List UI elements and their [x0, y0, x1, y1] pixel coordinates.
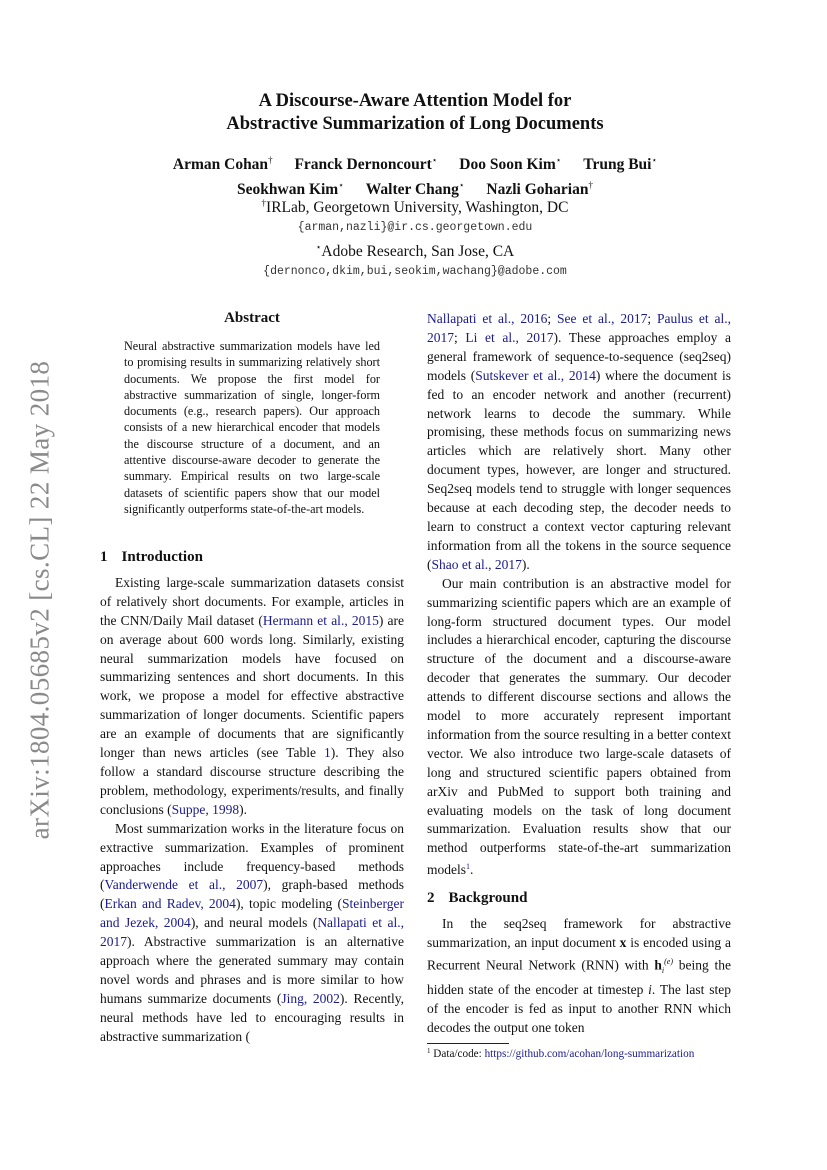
- author: Nazli Goharian†: [486, 180, 593, 198]
- math-i: i: [648, 982, 652, 997]
- email-georgetown: {arman,nazli}@ir.cs.georgetown.edu: [297, 221, 533, 234]
- intro-paragraph-1: Existing large-scale summarization datasets consist of relatively short documents. For example, articles in the CNN/Daily Mail dataset (Hermann et al., 2015) are on average about 600 words long. Similarly, existing neural summarization models have focused on summarizing sentences and short documents. In this work, we propose a model for effective abstractive summarization of longer documents. Scientific papers are an example of documents that are significantly longer than news articles (see Table 1). They also follow a standard discourse structure describing the problem, methodology, experiments/results, and finally conclusions (Suppe, 1998).: [100, 574, 405, 817]
- citation-link[interactable]: Jing, 2002: [281, 990, 340, 1006]
- title-line-2: Abstractive Summarization of Long Documents: [226, 114, 604, 134]
- background-paragraph-1: In the seq2seq framework for abstractive summarization, an input document x is encoded using a Recurrent Neural Network (RNN) with $h_i^{(e)}$ being the hidden state of the encoder at timestep i. The last step of the encoder is fed as input to another RNN which decodes the output one token: [427, 916, 731, 1035]
- intro-paragraph-2-continued: Nallapati et al., 2016; See et al., 2017; Paulus et al., 2017; Li et al., 2017). These approaches employ a general framework of sequence-to-sequence (seq2seq) models (Sutskever et al., 2014) where the document is fed to an encoder network and another (recurrent) network learns to decode the summary. While promising, these methods focus on summarizing news articles which are relatively short. Many other document types, however, are longer and structured. Seq2seq models tend to struggle with longer sequences because at each decoding step, the decoder needs to learn to construct a context vector capturing relevant information from all the tokens in the source sequence (Shao et al., 2017).: [427, 311, 731, 572]
- citation-link[interactable]: See et al., 2017: [556, 311, 648, 326]
- footnote-divider: [427, 1043, 509, 1044]
- right-column: [427, 310, 731, 1038]
- section-heading-background: 2 Background: [427, 890, 528, 907]
- intro-paragraph-3: Our main contribution is an abstractive model for summarizing scientific papers which are an example of long-form structured document types. Our model includes a hierarchical encoder, capturing the discourse structure of the document and a discourse-aware decoder that generates the summary. Our decoder attends to different discourse sections and allows the model to more accurately represent important information from the source resulting in a better context vector. We also introduce two large-scale datasets of long and structured scientific papers obtained from arXiv and PubMed to support both training and evaluating models on the task of long document summarization. Evaluation results show that our method outperforms state-of-the-art summarization models$^1$.: [427, 575, 731, 878]
- author: Walter Chang⋆: [365, 180, 465, 198]
- intro-paragraph-2: Most summarization works in the literature focus on extractive summarization. Examples of prominent approaches include frequency-based methods (Vanderwende et al., 2007), graph-based methods (Erkan and Radev, 2004), topic modeling (Steinberger and Jezek, 2004), and neural models (Nallapati et al., 2017). Abstractive summarization is an alternative approach where the generated summary may contain novel words and phrases and is more similar to how humans summarize documents (Jing, 2002). Recently, neural methods have led to encouraging results in abstractive summarization (: [100, 820, 404, 1044]
- citation-link[interactable]: Paulus et al., 2017: [427, 311, 731, 345]
- arxiv-id: arXiv:1804.05685v2 [cs.CL] 22 May 2018: [24, 360, 55, 840]
- paper-title: [100, 90, 730, 136]
- author: Trung Bui⋆: [583, 155, 658, 173]
- citation-link[interactable]: Sutskever et al., 2014: [475, 367, 596, 383]
- citation-link[interactable]: Shao et al., 2017: [431, 556, 522, 572]
- footnote: $^1$ Data/code: https://github.com/acohan/long-summarization: [427, 1047, 695, 1060]
- abstract-text: Neural abstractive summarization models have led to promising results in summarizing relatively short documents. We propose the first model for abstractive summarization of single, longer-form documents (e.g., research papers). Our approach consists of a new hierarchical encoder that models the discourse structure of a document, and an attentive discourse-aware decoder to generate the summary. Empirical results on two large-scale datasets of scientific papers show that our model significantly outperforms state-of-the-art models.: [124, 339, 380, 516]
- citation-link[interactable]: Li et al., 2017: [465, 329, 554, 345]
- affiliation-georgetown: †IRLab, Georgetown University, Washington, DC: [261, 198, 569, 216]
- citation-link[interactable]: Hermann et al., 2015: [262, 612, 379, 628]
- citation-link[interactable]: Suppe, 1998: [171, 801, 240, 817]
- citation-link[interactable]: Nallapati et al., 2016: [427, 311, 548, 326]
- section-heading-introduction: 1 Introduction: [100, 549, 203, 565]
- math-h: h: [654, 957, 662, 973]
- footnote-link[interactable]: https://github.com/acohan/long-summarization: [484, 1048, 695, 1060]
- author: Doo Soon Kim⋆: [459, 155, 562, 173]
- author: Seokhwan Kim⋆: [237, 180, 344, 198]
- footnote-marker[interactable]: 1: [466, 862, 470, 872]
- citation-link[interactable]: Vanderwende et al., 2007: [104, 877, 264, 893]
- author: Arman Cohan†: [172, 155, 273, 173]
- math-x: x: [619, 935, 627, 950]
- arxiv-stamp: [20, 355, 60, 845]
- abstract-heading: Abstract: [224, 310, 280, 326]
- table-ref-link[interactable]: 1: [324, 745, 331, 761]
- citation-link[interactable]: Erkan and Radev, 2004: [104, 896, 236, 912]
- author: Franck Dernoncourt⋆: [294, 155, 438, 173]
- affiliation-adobe: ⋆Adobe Research, San Jose, CA: [315, 242, 515, 260]
- citation-link[interactable]: Nallapati et al., 2017: [100, 915, 404, 950]
- email-adobe: {dernonco,dkim,bui,seokim,wachang}@adobe.com: [263, 265, 567, 278]
- title-line-1: A Discourse-Aware Attention Model for: [258, 91, 572, 111]
- author-list: [100, 150, 730, 200]
- citation-link[interactable]: Steinberger and Jezek, 2004: [100, 896, 404, 931]
- left-column: [100, 548, 404, 1047]
